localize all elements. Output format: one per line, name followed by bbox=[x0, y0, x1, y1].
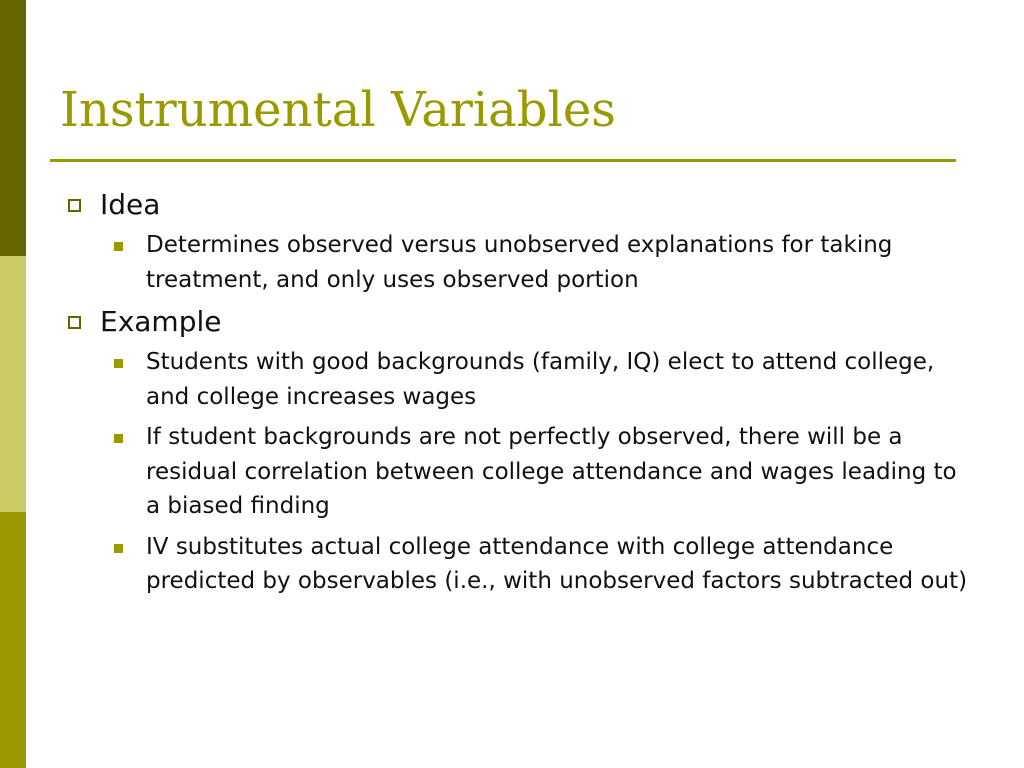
slide-content bbox=[62, 186, 972, 605]
filled-square-bullet-icon bbox=[114, 544, 123, 553]
section-idea bbox=[62, 186, 972, 297]
hollow-square-bullet-icon bbox=[68, 199, 81, 212]
bullet-text: Students with good backgrounds (family, IQ) elect to attend college, and college increases wages bbox=[146, 349, 935, 410]
filled-square-bullet-icon bbox=[114, 359, 123, 368]
bullet-text: Determines observed versus unobserved explanations for taking treatment, and only uses observed portion bbox=[146, 232, 893, 293]
sub-bullet-list bbox=[100, 345, 972, 599]
side-bar-light-segment bbox=[0, 256, 26, 512]
list-item bbox=[62, 345, 972, 414]
filled-square-bullet-icon bbox=[114, 434, 123, 443]
list-item bbox=[62, 530, 972, 599]
slide-title: Instrumental Variables bbox=[60, 82, 616, 138]
section-example bbox=[62, 303, 972, 599]
section-heading: Example bbox=[100, 305, 222, 338]
bullet-text: If student backgrounds are not perfectly observed, there will be a residual correlation between college attendance and wages leading to a biased finding bbox=[146, 424, 957, 519]
section-heading: Idea bbox=[100, 188, 161, 221]
list-item bbox=[62, 420, 972, 524]
side-bar-dark-segment bbox=[0, 0, 26, 256]
side-decoration-bar bbox=[0, 0, 26, 768]
filled-square-bullet-icon bbox=[114, 242, 123, 251]
sub-bullet-list bbox=[100, 228, 972, 297]
title-underline bbox=[50, 159, 956, 162]
bullet-text: IV substitutes actual college attendance with college attendance predicted by observables (i.e., with unobserved factors subtracted out) bbox=[146, 533, 968, 594]
side-bar-mid-segment bbox=[0, 512, 26, 768]
hollow-square-bullet-icon bbox=[68, 316, 81, 329]
list-item bbox=[62, 228, 972, 297]
